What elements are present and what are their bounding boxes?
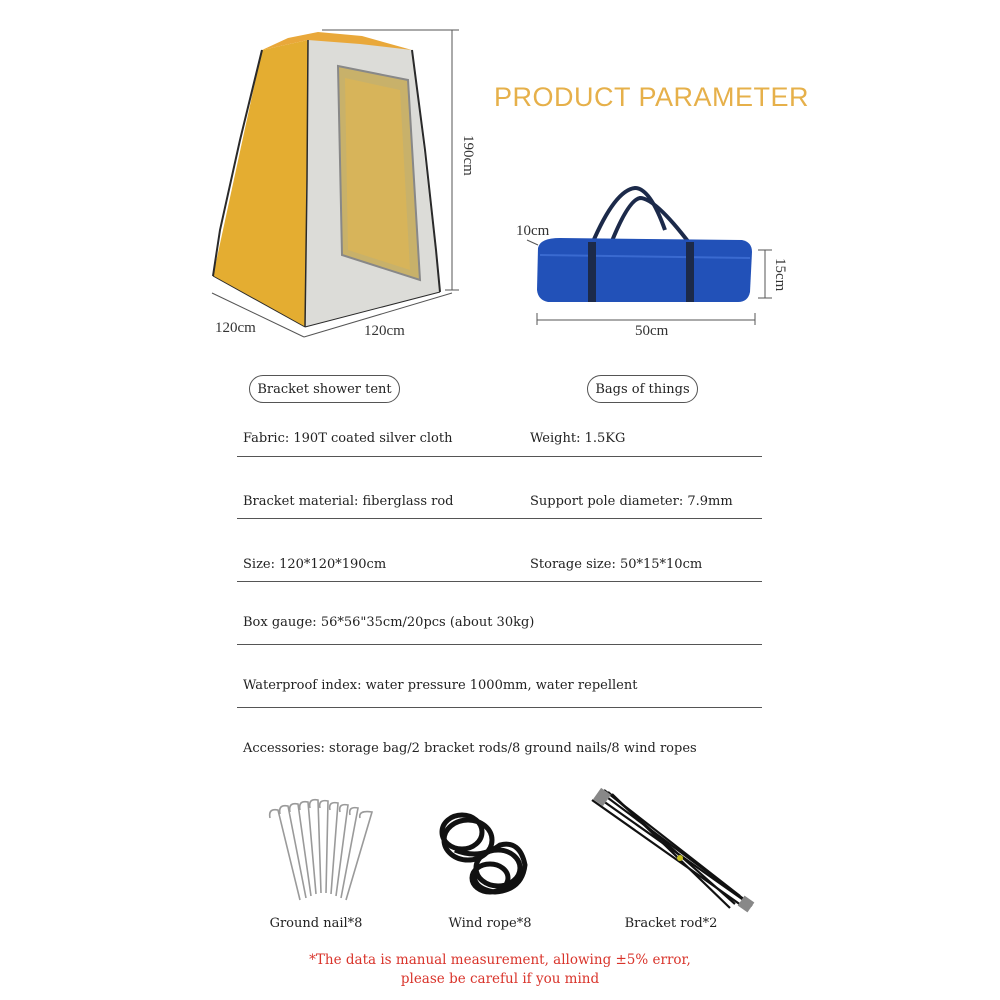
spec-box-gauge: Box gauge: 56*56"35cm/20pcs (about 30kg)	[243, 615, 535, 630]
storage-bag-image	[515, 180, 785, 325]
tent-width-right-label: 120cm	[364, 323, 405, 339]
page-title: PRODUCT PARAMETER	[494, 82, 810, 112]
spec-pole-diameter: Support pole diameter: 7.9mm	[530, 494, 733, 509]
bag-length-label: 50cm	[635, 323, 669, 339]
divider	[237, 456, 762, 457]
tent-height-label: 190cm	[460, 135, 476, 176]
shower-tent-image	[205, 25, 485, 350]
bag-caption: Bags of things	[587, 375, 698, 403]
wind-rope-caption: Wind rope*8	[448, 916, 532, 931]
wind-rope-icon	[435, 805, 535, 905]
spec-weight: Weight: 1.5KG	[530, 431, 626, 446]
divider	[237, 518, 762, 519]
ground-nail-icon	[262, 798, 382, 908]
bag-depth-label: 10cm	[516, 223, 550, 239]
divider	[237, 644, 762, 645]
tent-caption: Bracket shower tent	[249, 375, 400, 403]
bracket-rod-caption: Bracket rod*2	[624, 916, 718, 931]
divider	[237, 581, 762, 582]
spec-bracket-material: Bracket material: fiberglass rod	[243, 494, 454, 509]
spec-storage-size: Storage size: 50*15*10cm	[530, 557, 703, 572]
ground-nail-caption: Ground nail*8	[269, 916, 363, 931]
divider	[237, 707, 762, 708]
tent-width-left-label: 120cm	[215, 320, 256, 336]
bracket-rod-icon	[585, 785, 760, 915]
bag-height-label: 15cm	[772, 258, 788, 292]
spec-fabric: Fabric: 190T coated silver cloth	[243, 431, 453, 446]
spec-size: Size: 120*120*190cm	[243, 557, 387, 572]
spec-accessories: Accessories: storage bag/2 bracket rods/8 ground nails/8 wind ropes	[243, 741, 697, 756]
measurement-note-line2: please be careful if you mind	[400, 971, 600, 987]
spec-waterproof: Waterproof index: water pressure 1000mm, water repellent	[243, 678, 638, 693]
measurement-note-line1: *The data is manual measurement, allowing ±5% error,	[309, 952, 691, 968]
